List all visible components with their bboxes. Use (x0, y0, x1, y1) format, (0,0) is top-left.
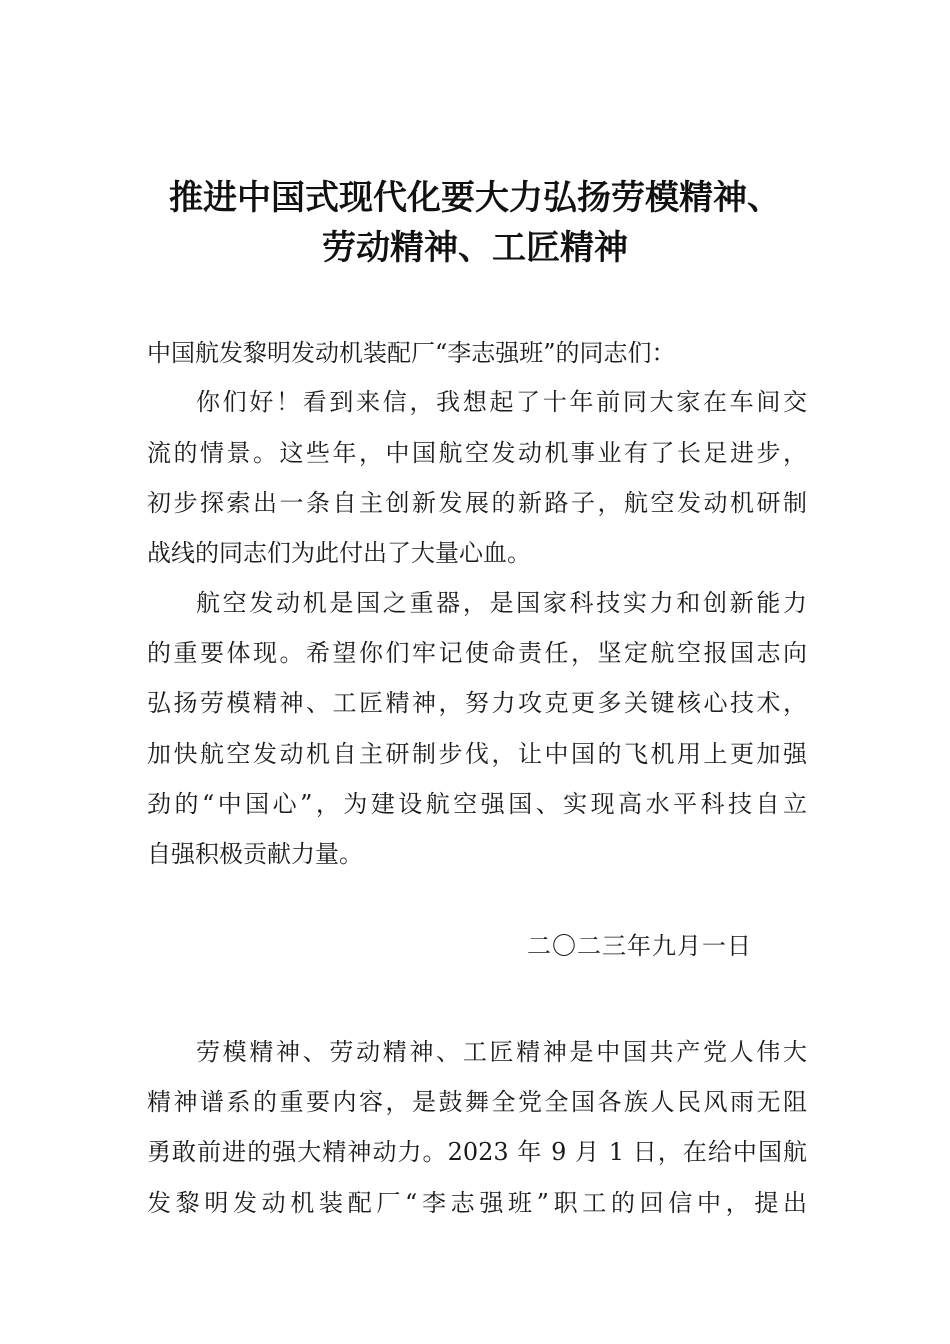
paragraph-1-line-4: 战线的同志们为此付出了大量心血。 (147, 539, 531, 567)
document-title-line-1: 推进中国式现代化要大力弘扬劳模精神、 (169, 178, 781, 218)
paragraph-1-line-1: 你们好！看到来信，我想起了十年前同大家在车间交 (196, 388, 807, 416)
paragraph-2-line-4: 加快航空发动机自主研制步伐，让中国的飞机用上更加强 (147, 740, 807, 768)
paragraph-2-line-1: 航空发动机是国之重器，是国家科技实力和创新能力 (196, 589, 807, 617)
paragraph-3-line-4: 发黎明发动机装配厂“李志强班”职工的回信中，提出 (147, 1189, 807, 1217)
paragraph-1-line-2: 流的情景。这些年，中国航空发动机事业有了长足进步， (147, 439, 807, 467)
paragraph-2-line-6: 自强积极贡献力量。 (147, 840, 363, 868)
paragraph-3-line-3: 勇敢前进的强大精神动力。2023 年 9 月 1 日，在给中国航 (147, 1138, 807, 1166)
paragraph-2-line-5: 劲的“中国心”，为建设航空强国、实现高水平科技自立 (147, 790, 807, 818)
paragraph-1-line-3: 初步探索出一条自主创新发展的新路子，航空发动机研制 (147, 489, 807, 517)
paragraph-3-line-1: 劳模精神、劳动精神、工匠精神是中国共产党人伟大 (196, 1038, 807, 1066)
paragraph-3-line-2: 精神谱系的重要内容，是鼓舞全党全国各族人民风雨无阻 (147, 1088, 807, 1116)
letter-date: 二〇二三年九月一日 (527, 932, 752, 960)
paragraph-2-line-3: 弘扬劳模精神、工匠精神，努力攻克更多关键核心技术， (147, 689, 807, 717)
paragraph-2-line-2: 的重要体现。希望你们牢记使命责任，坚定航空报国志向 (147, 639, 807, 667)
letter-greeting: 中国航发黎明发动机装配厂“李志强班”的同志们： (147, 339, 676, 367)
document-title-line-2: 劳动精神、工匠精神 (322, 228, 628, 268)
